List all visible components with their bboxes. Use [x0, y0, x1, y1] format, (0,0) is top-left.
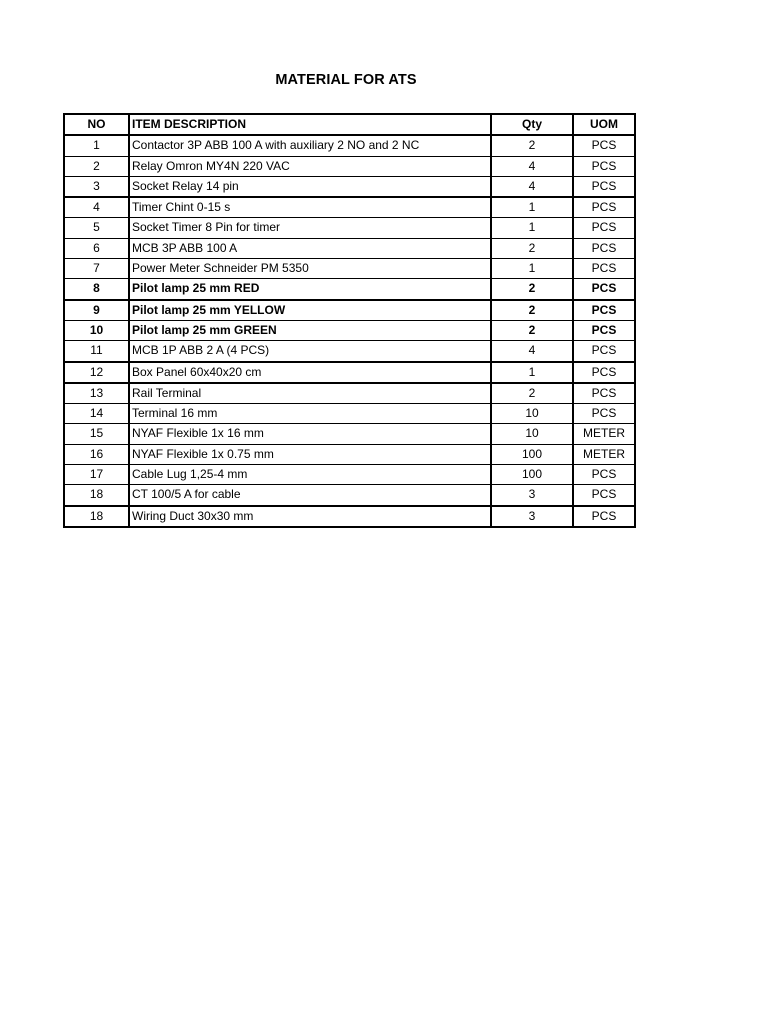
- cell-uom: PCS: [573, 259, 635, 279]
- table-row: [64, 300, 635, 321]
- cell-no: 12: [64, 362, 129, 383]
- cell-no: 18: [64, 506, 129, 527]
- table-row: [64, 176, 635, 197]
- cell-uom: PCS: [573, 135, 635, 156]
- cell-uom: PCS: [573, 506, 635, 527]
- cell-no: 4: [64, 197, 129, 218]
- cell-description: Pilot lamp 25 mm YELLOW: [129, 300, 491, 321]
- cell-description: NYAF Flexible 1x 0.75 mm: [129, 444, 491, 464]
- cell-no: 15: [64, 424, 129, 444]
- cell-qty: 1: [491, 259, 573, 279]
- cell-uom: PCS: [573, 404, 635, 424]
- cell-no: 16: [64, 444, 129, 464]
- cell-description: Rail Terminal: [129, 383, 491, 404]
- table-row: [64, 279, 635, 300]
- cell-description: Socket Timer 8 Pin for timer: [129, 218, 491, 238]
- table-row: [64, 197, 635, 218]
- cell-uom: PCS: [573, 362, 635, 383]
- table-row: [64, 444, 635, 464]
- cell-no: 1: [64, 135, 129, 156]
- header-no: NO: [64, 114, 129, 135]
- cell-description: Pilot lamp 25 mm RED: [129, 279, 491, 300]
- page-title: MATERIAL FOR ATS: [275, 72, 417, 88]
- cell-uom: PCS: [573, 383, 635, 404]
- cell-qty: 2: [491, 238, 573, 258]
- cell-no: 13: [64, 383, 129, 404]
- cell-qty: 1: [491, 218, 573, 238]
- cell-uom: PCS: [573, 218, 635, 238]
- cell-uom: PCS: [573, 485, 635, 506]
- cell-uom: PCS: [573, 341, 635, 362]
- cell-no: 14: [64, 404, 129, 424]
- table-row: [64, 465, 635, 485]
- cell-description: Terminal 16 mm: [129, 404, 491, 424]
- cell-description: NYAF Flexible 1x 16 mm: [129, 424, 491, 444]
- cell-uom: PCS: [573, 279, 635, 300]
- cell-qty: 100: [491, 465, 573, 485]
- cell-qty: 100: [491, 444, 573, 464]
- cell-description: Socket Relay 14 pin: [129, 176, 491, 197]
- table-row: [64, 341, 635, 362]
- table-header-row: [64, 114, 635, 135]
- cell-no: 9: [64, 300, 129, 321]
- table-row: [64, 218, 635, 238]
- cell-uom: PCS: [573, 465, 635, 485]
- cell-no: 7: [64, 259, 129, 279]
- cell-qty: 10: [491, 404, 573, 424]
- cell-qty: 2: [491, 320, 573, 340]
- table-row: [64, 259, 635, 279]
- cell-qty: 2: [491, 135, 573, 156]
- table-row: [64, 362, 635, 383]
- cell-no: 11: [64, 341, 129, 362]
- material-table: [63, 113, 636, 528]
- cell-no: 10: [64, 320, 129, 340]
- cell-description: Pilot lamp 25 mm GREEN: [129, 320, 491, 340]
- cell-qty: 2: [491, 279, 573, 300]
- cell-qty: 1: [491, 197, 573, 218]
- cell-qty: 10: [491, 424, 573, 444]
- cell-description: Cable Lug 1,25-4 mm: [129, 465, 491, 485]
- header-description: ITEM DESCRIPTION: [129, 114, 491, 135]
- table-row: [64, 506, 635, 527]
- cell-no: 3: [64, 176, 129, 197]
- cell-description: Wiring Duct 30x30 mm: [129, 506, 491, 527]
- cell-qty: 3: [491, 485, 573, 506]
- cell-qty: 4: [491, 176, 573, 197]
- cell-qty: 1: [491, 362, 573, 383]
- cell-description: CT 100/5 A for cable: [129, 485, 491, 506]
- cell-no: 8: [64, 279, 129, 300]
- cell-no: 2: [64, 156, 129, 176]
- cell-description: Timer Chint 0-15 s: [129, 197, 491, 218]
- cell-description: Relay Omron MY4N 220 VAC: [129, 156, 491, 176]
- cell-uom: PCS: [573, 176, 635, 197]
- table-row: [64, 404, 635, 424]
- cell-uom: PCS: [573, 320, 635, 340]
- table-row: [64, 320, 635, 340]
- cell-no: 18: [64, 485, 129, 506]
- cell-description: Box Panel 60x40x20 cm: [129, 362, 491, 383]
- header-qty: Qty: [491, 114, 573, 135]
- cell-no: 17: [64, 465, 129, 485]
- cell-description: Power Meter Schneider PM 5350: [129, 259, 491, 279]
- cell-no: 5: [64, 218, 129, 238]
- table-row: [64, 424, 635, 444]
- cell-uom: METER: [573, 424, 635, 444]
- cell-uom: PCS: [573, 238, 635, 258]
- cell-description: MCB 3P ABB 100 A: [129, 238, 491, 258]
- cell-qty: 3: [491, 506, 573, 527]
- table-body: [64, 135, 635, 527]
- cell-description: MCB 1P ABB 2 A (4 PCS): [129, 341, 491, 362]
- cell-no: 6: [64, 238, 129, 258]
- cell-qty: 4: [491, 156, 573, 176]
- table-row: [64, 135, 635, 156]
- table-row: [64, 238, 635, 258]
- cell-qty: 2: [491, 383, 573, 404]
- table-row: [64, 156, 635, 176]
- header-uom: UOM: [573, 114, 635, 135]
- table-row: [64, 383, 635, 404]
- table-row: [64, 485, 635, 506]
- cell-uom: PCS: [573, 156, 635, 176]
- cell-uom: PCS: [573, 197, 635, 218]
- cell-qty: 2: [491, 300, 573, 321]
- cell-uom: METER: [573, 444, 635, 464]
- cell-description: Contactor 3P ABB 100 A with auxiliary 2 NO and 2 NC: [129, 135, 491, 156]
- cell-qty: 4: [491, 341, 573, 362]
- cell-uom: PCS: [573, 300, 635, 321]
